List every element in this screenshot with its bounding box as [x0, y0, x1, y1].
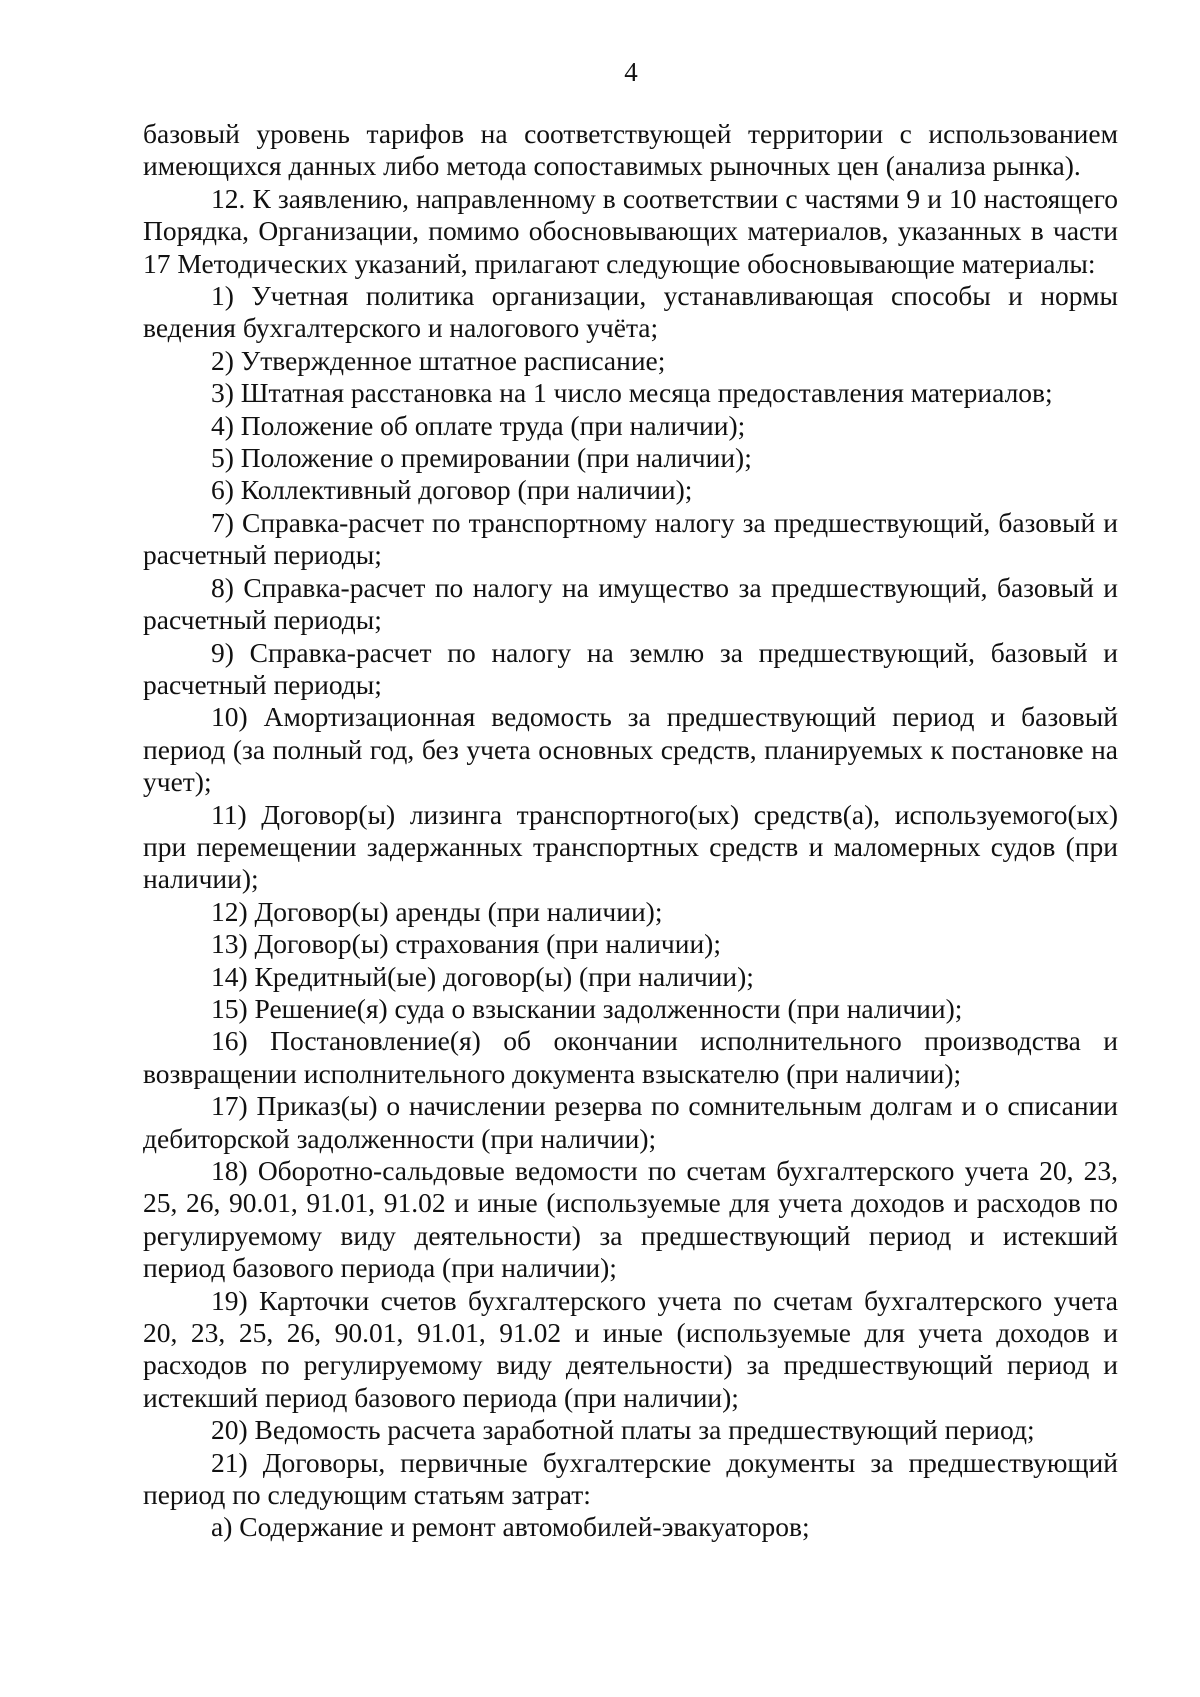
- paragraph: 9) Справка-расчет по налогу на землю за предшествующий, базовый и расчетный периоды;: [143, 636, 1118, 700]
- paragraph: 12) Договор(ы) аренды (при наличии);: [211, 895, 663, 927]
- paragraph: 6) Коллективный договор (при наличии);: [211, 474, 693, 506]
- paragraph: 11) Договор(ы) лизинга транспортного(ых) средств(а), используемого(ых) при перемещении задержанных транспортных средств и маломерных судов (при наличии);: [143, 798, 1118, 895]
- paragraph: 13) Договор(ы) страхования (при наличии);: [211, 928, 721, 960]
- paragraph: 14) Кредитный(ые) договор(ы) (при наличии);: [211, 960, 754, 992]
- paragraph: 8) Справка-расчет по налогу на имущество за предшествующий, базовый и расчетный периоды;: [143, 571, 1118, 636]
- paragraph: 15) Решение(я) суда о взыскании задолженности (при наличии);: [211, 992, 963, 1024]
- paragraph: а) Содержание и ремонт автомобилей-эвакуаторов;: [211, 1511, 810, 1543]
- paragraph: 19) Карточки счетов бухгалтерского учета по счетам бухгалтерского учета 20, 23, 25, 26, 90.01, 91.01, 91.02 и иные (используемые для учета доходов и расходов по регулируемому виду деятельности) за предшествующий период и истекший период базового периода (при наличии);: [143, 1284, 1118, 1413]
- paragraph: 3) Штатная расстановка на 1 число месяца предоставления материалов;: [211, 377, 1053, 409]
- paragraph: 1) Учетная политика организации, устанавливающая способы и нормы ведения бухгалтерского и налогового учёта;: [143, 280, 1118, 344]
- page-number: 4: [624, 57, 638, 87]
- paragraph: 12. К заявлению, направленному в соответствии с частями 9 и 10 настоящего Порядка, Организации, помимо обосновывающих материалов, указанных в части 17 Методических указаний, прилагают следующие обосновывающие материалы:: [143, 182, 1118, 279]
- paragraph: 21) Договоры, первичные бухгалтерские документы за предшествующий период по следующим статьям затрат:: [143, 1446, 1118, 1511]
- paragraph: 5) Положение о премировании (при наличии);: [211, 442, 752, 474]
- paragraph: 2) Утвержденное штатное расписание;: [211, 344, 666, 376]
- paragraph: 10) Амортизационная ведомость за предшествующий период и базовый период (за полный год, без учета основных средств, планируемых к постановке на учет);: [143, 701, 1118, 798]
- paragraph: 20) Ведомость расчета заработной платы за предшествующий период;: [211, 1414, 1035, 1446]
- document-body: [143, 118, 1118, 1544]
- paragraph: 16) Постановление(я) об окончании исполнительного производства и возвращении исполнительного документа взыскателю (при наличии);: [143, 1025, 1118, 1089]
- paragraph: 4) Положение об оплате труда (при наличии);: [211, 409, 746, 441]
- paragraph: 17) Приказ(ы) о начислении резерва по сомнительным долгам и о списании дебиторской задолженности (при наличии);: [143, 1090, 1118, 1154]
- paragraph: 7) Справка-расчет по транспортному налогу за предшествующий, базовый и расчетный периоды;: [143, 506, 1118, 571]
- paragraph: базовый уровень тарифов на соответствующей территории с использованием имеющихся данных либо метода сопоставимых рыночных цен (анализа рынка).: [143, 118, 1118, 182]
- paragraph: 18) Оборотно-сальдовые ведомости по счетам бухгалтерского учета 20, 23, 25, 26, 90.01, 91.01, 91.02 и иные (используемые для учета доходов и расходов по регулируемому виду деятельности) за предшествующий период и истекший период базового периода (при наличии);: [143, 1155, 1118, 1284]
